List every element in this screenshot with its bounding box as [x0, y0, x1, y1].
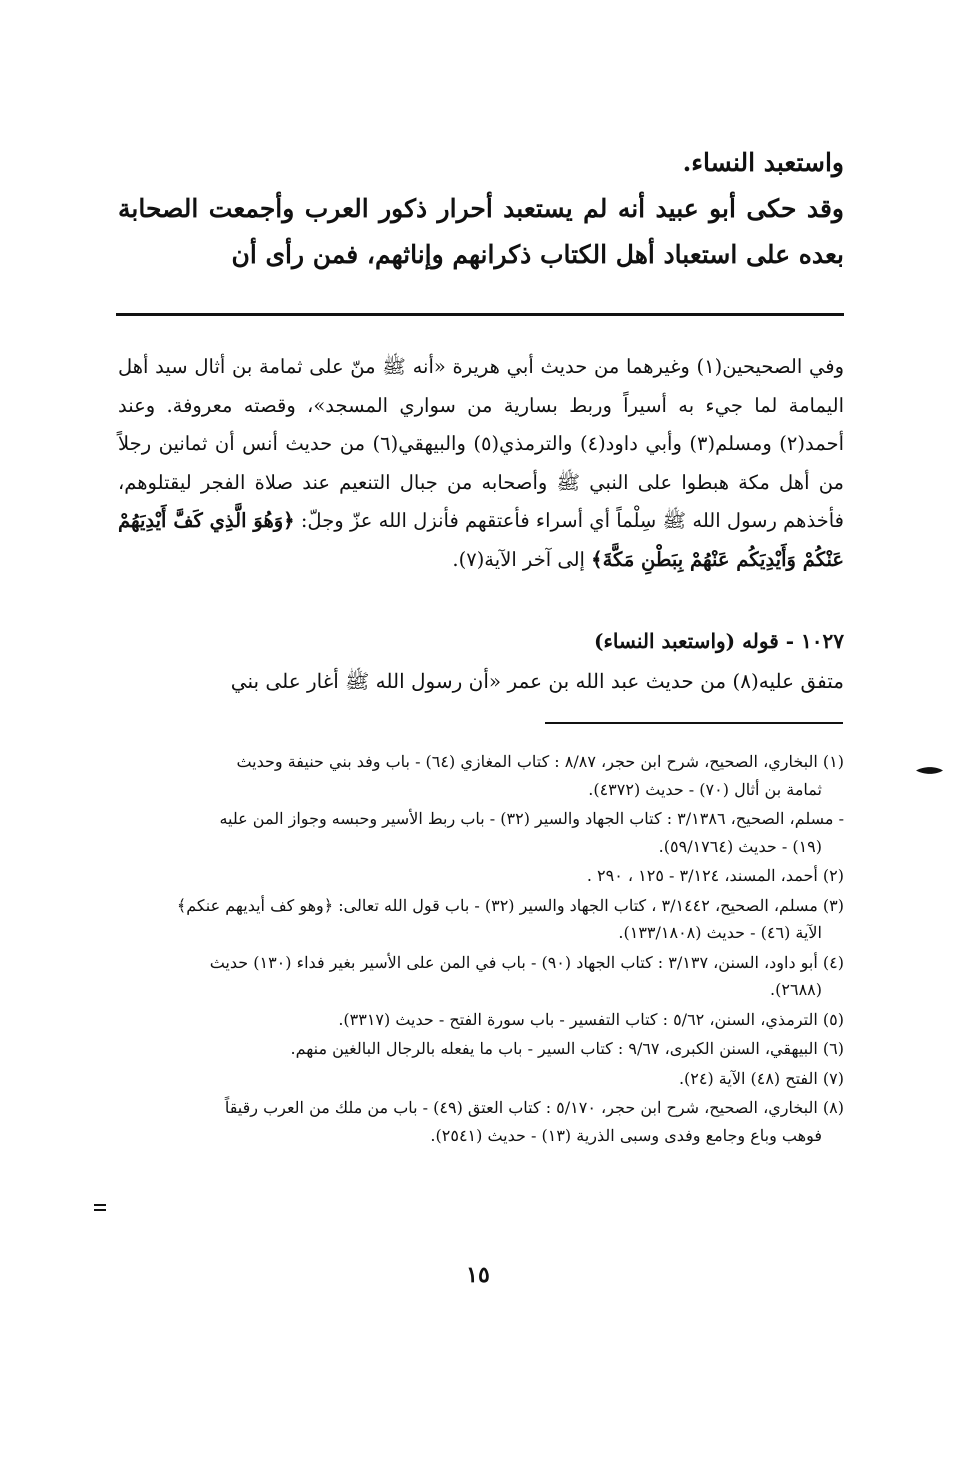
commentary-paragraph	[118, 348, 844, 579]
footnote-text: (٧) الفتح (٤٨) الآية (٢٤).	[678, 1068, 844, 1088]
section-block	[118, 621, 844, 701]
footnote-text: (٨) البخاري، الصحيح، شرح ابن حجر، ٥/١٧٠ : كتاب العتق (٤٩) - باب من ملك من العرب رقيقاً	[224, 1098, 844, 1117]
footnote-text: (١) البخاري، الصحيح، شرح ابن حجر، ٨/٨٧ : كتاب المغازي (٦٤) - باب وفد بني حنيفة وحديث	[236, 752, 844, 771]
footnote-continuation: (٢٦٨٨).	[770, 980, 822, 999]
footnote-continuation: (١٩) - حديث (٥٩/١٧٦٤).	[658, 836, 822, 856]
section-text: متفق عليه(٨) من حديث عبد الله بن عمر «أن رسول الله ﷺ أغار على بني	[230, 669, 844, 693]
main-text-line-1: واستعبد النساء.	[682, 148, 844, 177]
section-heading: ١٠٢٧ - قوله (واستعبد النساء)	[594, 629, 844, 653]
margin-arrow-icon	[914, 766, 944, 775]
footnotes-block	[118, 748, 844, 1151]
footnote	[118, 748, 844, 803]
footnote	[118, 805, 844, 860]
footnote-text: (٢) أحمد، المسند، ٣/١٢٤ - ١٢٥ ، ٢٩٠ .	[586, 866, 844, 885]
commentary-block	[118, 348, 844, 579]
footnote	[118, 892, 844, 947]
main-text-block	[118, 140, 844, 278]
commentary-text-before: وفي الصحيحين(١) وغيرهما من حديث أبي هريرة «أنه ﷺ منّ على ثمامة بن أثال سيد أهل اليمامة لما جيء به أسيراً وربط بسارية من سواري المسجد»، وقصته معروفة. وعند أحمد(٢) ومسلم(٣) وأبي داود(٤) والترمذي(٥) والبيهقي(٦) من حديث أنس أن ثمانين رجلاً من أهل مكة هبطوا على النبي ﷺ وأصحابه من جبال التنعيم عند صلاة الفجر ليقتلوهم، فأخذهم رسول الله ﷺ سِلْماً أي أسراء فأعتقهم فأنزل الله عزّ وجلّ:	[118, 355, 844, 532]
footnote	[118, 862, 844, 890]
footnote	[118, 1065, 844, 1093]
commentary-text-after: إلى آخر الآية(٧).	[452, 547, 592, 571]
footnote-continuation: الآية (٤٦) - حديث (١٣٣/١٨٠٨).	[618, 923, 822, 942]
main-text-paragraph: وقد حكى أبو عبيد أنه لم يستعبد أحرار ذكور العرب وأجمعت الصحابة بعده على استعباد أهل الكتاب ذكرانهم وإناثهم، فمن رأى أن	[118, 194, 844, 269]
footnote	[118, 1094, 844, 1149]
footnote-continuation: فوهب وباع وجامع وفدى وسبى الذرية (١٣) - حديث (٢٥٤١).	[430, 1125, 822, 1145]
footnote	[118, 1035, 844, 1063]
footnote-separator-rule	[545, 722, 843, 724]
text-separator-rule	[116, 313, 844, 316]
footnote-continuation: ثمامة بن أثال (٧٠) - حديث (٤٣٧٢).	[588, 779, 822, 799]
footnote-text: (٦) البيهقي، السنن الكبرى، ٩/٦٧ : كتاب السير - باب ما يفعله بالرجال البالغين منهم.	[290, 1039, 844, 1058]
footnote	[118, 949, 844, 1004]
page-number: ١٥	[466, 1262, 490, 1288]
footnote	[118, 1006, 844, 1034]
footnote-text: - مسلم، الصحيح، ٣/١٣٨٦ : كتاب الجهاد والسير (٣٢) - باب ربط الأسير وحبسه وجواز المن عليه	[219, 809, 844, 828]
footnote-text: (٥) الترمذي، السنن، ٥/٦٢ : كتاب التفسير - باب سورة الفتح - حديث (٣٣١٧).	[338, 1009, 844, 1029]
footnote-text: (٣) مسلم، الصحيح، ٣/١٤٤٢ ، كتاب الجهاد والسير (٣٢) - باب قول الله تعالى: ﴿وهو كف أيديهم عنكم﴾	[176, 895, 844, 915]
footnote-text: (٤) أبو داود، السنن، ٣/١٣٧ : كتاب الجهاد (٩٠) - باب في المن على الأسير بغير فداء (١٣٠) حديث	[209, 952, 844, 972]
margin-equals-icon	[94, 1204, 106, 1212]
quran-verse: ﴿وَهُوَ الَّذِي كَفَّ أَيْدِيَهُمْ عَنْكُمْ وَأَيْدِيَكُم عَنْهُمْ بِبَطْنِ مَكَّةَ﴾	[118, 509, 844, 571]
